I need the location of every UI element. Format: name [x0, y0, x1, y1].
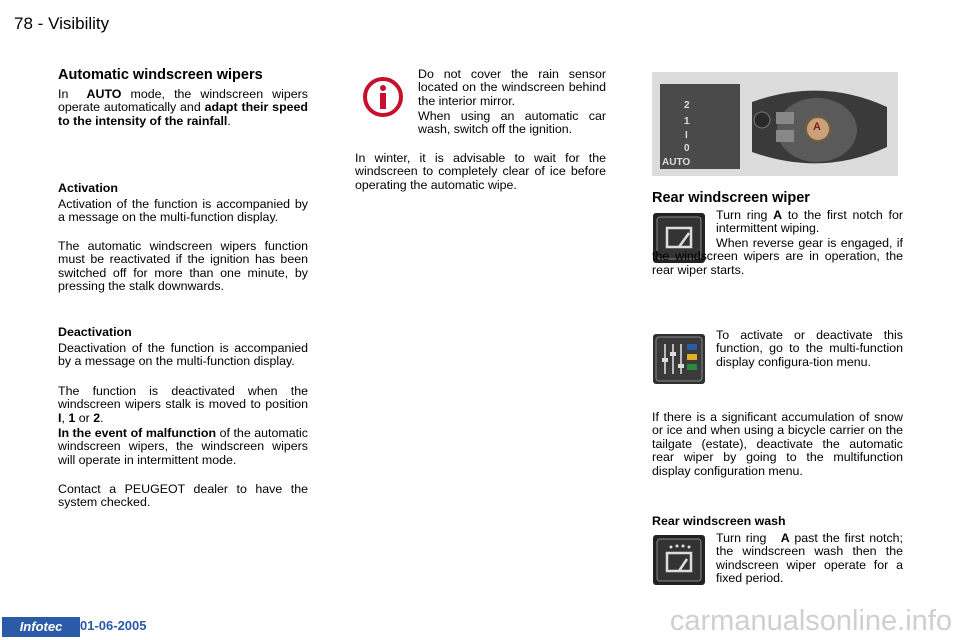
position-i: I [58, 410, 62, 425]
wash-text-c: past the first notch; the windscreen wash then the windscreen wiper operate for a fixed period. [716, 531, 903, 586]
deact-text-a: The function is deactivated when the windscreen wipers stalk is moved to position [58, 384, 308, 412]
header-separator: - [37, 14, 44, 33]
rear-wash-icon [653, 535, 705, 585]
winter-paragraph: In winter, it is advisable to wait for the windscreen to completely clear of ice before operating the automatic wipe. [355, 151, 606, 192]
stalk-label-auto: AUTO [662, 157, 691, 168]
intro-text-a: In [58, 87, 69, 101]
deact-or: or [78, 410, 90, 425]
warning-paragraph-2: When using an automatic car wash, switch off the ignition. [418, 109, 606, 137]
page-number: 78 [14, 14, 33, 33]
auto-intro-paragraph [58, 88, 308, 128]
rear-wash-title: Rear windscreen wash [652, 514, 786, 528]
stalk-label-0: 0 [684, 143, 690, 154]
display-config-icon [653, 334, 705, 384]
config-paragraph: To activate or deactivate this function, go to the multi-function display configura-tion menu. [716, 328, 903, 369]
contact-paragraph: Contact a PEUGEOT dealer to have the system checked. [58, 482, 308, 510]
intro-auto-word: AUTO [86, 87, 122, 101]
footer-date: 01-06-2005 [80, 618, 147, 633]
rear-wash-paragraph [716, 532, 903, 586]
deactivation-paragraph-1: Deactivation of the function is accompanied by a message on the multi-function display. [58, 341, 308, 369]
wash-text-a: Turn ring [716, 531, 767, 545]
malfunction-bold: In the event of malfunction [58, 426, 217, 440]
malfunction-paragraph [58, 427, 308, 467]
wiper-stalk-image [652, 72, 898, 176]
intro-period: . [227, 113, 231, 128]
deactivation-title: Deactivation [58, 325, 132, 339]
malfunction-text: of the automatic windscreen wipers, the windscreen wipers will operate in intermittent mode. [58, 426, 308, 467]
activation-paragraph-1: Activation of the function is accompanied by a message on the multi-function display. [58, 197, 308, 225]
snow-paragraph: If there is a significant accumulation of snow or ice and when using a bicycle carrier on the tailgate (estate), deactivate the automatic rear wiper by going to the multifunction display configuration menu. [652, 410, 903, 478]
intro-bold-text: adapt their speed to the intensity of the rainfall [58, 100, 308, 128]
watermark: carmanualsonline.info [669, 605, 952, 637]
infotec-badge: Infotec [2, 617, 80, 637]
rear-wiper-title: Rear windscreen wiper [652, 190, 810, 206]
rear-paragraph-2: When reverse gear is engaged, if the windscreen wipers are in operation, the rear wiper starts. [652, 236, 903, 277]
wash-ring-a: A [780, 531, 790, 545]
stalk-label-1: 1 [684, 116, 690, 127]
stalk-label-2: 2 [684, 100, 690, 111]
rear-paragraph-1 [716, 209, 903, 236]
activation-title: Activation [58, 181, 118, 195]
warning-info-icon [362, 76, 404, 118]
position-1: 1 [68, 410, 76, 425]
deact-comma: , [61, 410, 65, 425]
intro-text-c: mode, the windscreen wipers operate automatically and [58, 87, 308, 115]
stalk-label-i: I [685, 130, 688, 141]
rear-p1-ring-a: A [773, 208, 783, 222]
page-header [14, 14, 109, 34]
stalk-label-a: A [813, 121, 821, 133]
warning-paragraph-1: Do not cover the rain sensor located on the windscreen behind the interior mirror. [418, 67, 606, 108]
rear-p1-text-a: Turn ring [716, 208, 768, 222]
position-2: 2 [93, 410, 101, 425]
section-title: Visibility [48, 14, 110, 33]
deact-period: . [100, 410, 104, 425]
rear-p1-text-c: to the first notch for intermittent wiping. [716, 208, 904, 236]
auto-wipers-title: Automatic windscreen wipers [58, 67, 263, 83]
deactivation-paragraph-2 [58, 385, 308, 425]
activation-paragraph-2: The automatic windscreen wipers function must be reactivated if the ignition has been switched off for more than one minute, by pressing the stalk downwards. [58, 239, 308, 294]
